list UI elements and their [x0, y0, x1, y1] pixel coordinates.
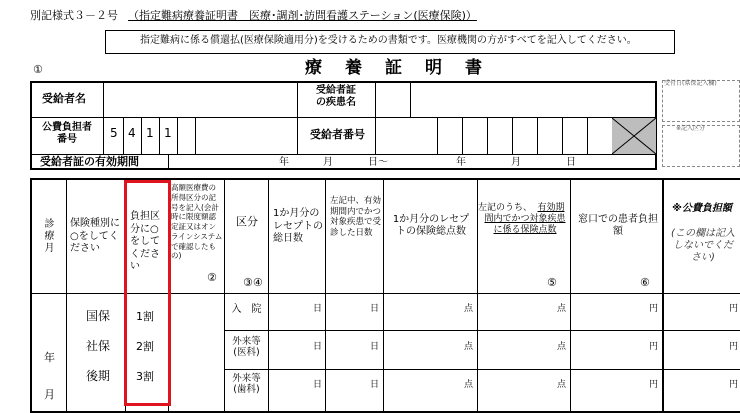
- yen-unit: 円: [649, 304, 659, 314]
- page-title: 療 養 証 明 書: [305, 58, 485, 78]
- burden-option[interactable]: 3割: [136, 370, 154, 383]
- reception-date-note: 受付日(県保記入欄): [664, 80, 717, 87]
- burden-option[interactable]: 1割: [136, 310, 154, 323]
- validity-month-2: 月: [511, 157, 521, 168]
- validity-year-2: 年: [456, 157, 466, 168]
- left-days-header: 左記中、有効期間内でかつ対象疾患で受診した日数: [330, 196, 382, 238]
- validity-year-1: 年: [279, 157, 289, 168]
- mark-six: ⑥: [640, 276, 650, 289]
- recipient-name-label: 受給者名: [42, 92, 86, 105]
- month-label: 月: [44, 388, 55, 401]
- receipt-points-header: 1か月分のレセプトの保険総点数: [392, 214, 470, 237]
- yen-unit: 円: [649, 342, 659, 352]
- payer-digit: 5: [110, 126, 118, 140]
- mark-five: ⑤: [547, 276, 557, 289]
- validity-day-2: 日: [566, 157, 576, 168]
- validity-day-1: 日～: [368, 157, 388, 168]
- point-unit: 点: [557, 304, 567, 314]
- recipient-number-label: 受給者番号: [310, 128, 365, 141]
- mark-three-four: ③④: [243, 276, 263, 289]
- point-unit: 点: [464, 304, 474, 314]
- form-label: 別記様式３－２号: [30, 9, 118, 22]
- form-description: （指定難病療養証明書 医療･調剤･訪問看護ステーション(医療保険)）: [128, 9, 477, 22]
- left-points-header-a: 左記のうち、: [478, 203, 533, 213]
- yen-unit: 円: [729, 380, 739, 390]
- left-points-header-b: 有効期間内でかつ対象疾患に係る保険点数: [484, 203, 566, 235]
- monthly-total-header: 1か月分のレセプトの総日数: [273, 208, 323, 244]
- high-cost-header: 高額医療費の所得区分の記号を記入(会計時に限度額認定証又はオンラインシステムで確認したもの): [171, 183, 223, 261]
- notice-text: 指定難病に係る償還払(医療保険適用分)を受けるための書類です。医療機関の方がすべてを記入してください。: [140, 35, 637, 46]
- cross-mark-icon: [612, 118, 656, 154]
- disease-name-label: 受給者証 の疾患名: [316, 85, 356, 108]
- day-unit: 日: [313, 304, 323, 314]
- mark-one: ①: [33, 63, 43, 76]
- insurance-option[interactable]: 社保: [86, 339, 111, 353]
- yen-unit: 円: [649, 380, 659, 390]
- insurance-option[interactable]: 国保: [86, 309, 111, 323]
- point-unit: 点: [557, 380, 567, 390]
- category-outpatient-dental: 外来等 (歯科): [232, 373, 261, 396]
- day-unit: 日: [370, 304, 380, 314]
- day-unit: 日: [370, 342, 380, 352]
- insurance-header: 保険種別に○をしてください: [70, 218, 120, 254]
- payer-digit: 1: [164, 126, 172, 140]
- day-unit: 日: [370, 380, 380, 390]
- mark-two: ②: [207, 271, 217, 284]
- point-unit: 点: [464, 380, 474, 390]
- insurance-option[interactable]: 後期: [86, 369, 111, 383]
- day-unit: 日: [313, 380, 323, 390]
- burden-header: 負担区分に○をしてください: [130, 211, 160, 272]
- validity-month-1: 月: [323, 157, 333, 168]
- payer-number-label: 公費負担者 番号: [42, 122, 92, 145]
- category-header: 区分: [236, 215, 258, 228]
- entry-category-note: ※記入区分: [676, 125, 706, 132]
- public-expense-note: (この欄は記入しないでください): [671, 228, 735, 263]
- day-unit: 日: [313, 342, 323, 352]
- category-outpatient-medical: 外来等 (医科): [232, 336, 261, 359]
- point-unit: 点: [557, 342, 567, 352]
- payer-digit: 1: [146, 126, 154, 140]
- payer-digit: 4: [128, 126, 136, 140]
- yen-unit: 円: [729, 304, 739, 314]
- public-expense-header: ※公費負担額: [672, 203, 732, 214]
- burden-option[interactable]: 2割: [136, 340, 154, 353]
- yen-unit: 円: [729, 342, 739, 352]
- year-label: 年: [44, 351, 55, 364]
- window-header: 窓口での患者負担額: [578, 214, 658, 237]
- category-inpatient: 入 院: [231, 304, 262, 315]
- point-unit: 点: [464, 342, 474, 352]
- validity-label: 受給者証の有効期間: [40, 155, 139, 168]
- month-header: 診療月: [42, 218, 53, 254]
